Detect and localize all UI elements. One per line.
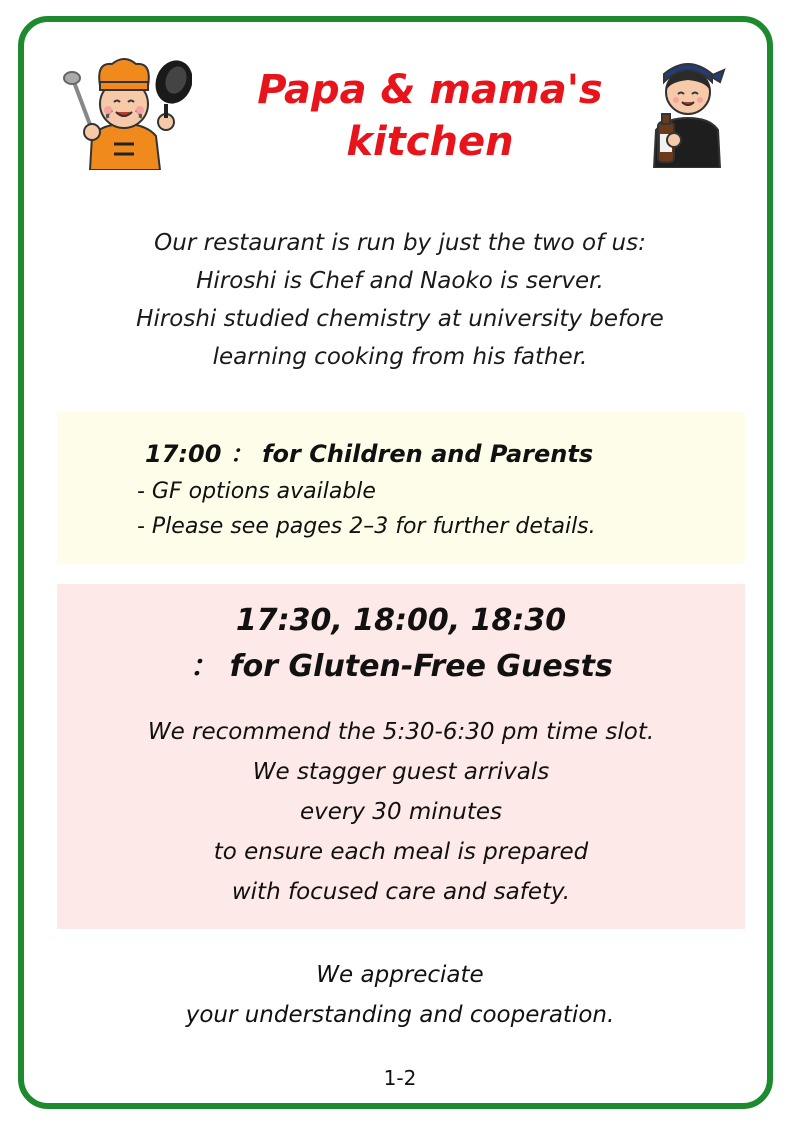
family-session-note: - Please see pages 2–3 for further details. — [137, 514, 596, 539]
title-line-1: Papa & mama's — [257, 67, 603, 113]
gluten-free-session-text — [57, 712, 745, 912]
family-session-notes — [137, 474, 596, 544]
gluten-free-line: to ensure each meal is prepared — [213, 839, 589, 865]
page-number: 1-2 — [383, 1066, 417, 1090]
gluten-free-line: We stagger guest arrivals — [252, 759, 550, 785]
server-with-bottle-illustration — [648, 56, 728, 168]
gluten-free-line: every 30 minutes — [300, 799, 502, 825]
family-session-box — [57, 412, 745, 564]
gluten-free-line: with focused care and safety. — [231, 879, 571, 905]
chef-with-wok-illustration — [62, 52, 192, 170]
gluten-free-times: 17:30, 18:00, 18:30 — [235, 603, 567, 638]
intro-paragraph — [60, 224, 740, 376]
title-line-2: kitchen — [346, 119, 514, 165]
closing-message — [60, 955, 740, 1035]
gluten-free-line: We recommend the 5:30-6:30 pm time slot. — [147, 719, 655, 745]
intro-line: Our restaurant is run by just the two of us: — [154, 230, 646, 256]
family-session-note: - GF options available — [137, 479, 376, 504]
intro-line: Hiroshi studied chemistry at university before — [136, 306, 664, 332]
restaurant-title — [230, 64, 630, 168]
gluten-free-session-heading — [57, 598, 745, 690]
closing-line: We appreciate — [316, 962, 484, 988]
gluten-free-label: ： for Gluten-Free Guests — [189, 649, 613, 684]
closing-line: your understanding and cooperation. — [185, 1002, 615, 1028]
intro-line: learning cooking from his father. — [212, 344, 588, 370]
intro-line: Hiroshi is Chef and Naoko is server. — [196, 268, 604, 294]
family-session-heading: 17:00 ： for Children and Parents — [145, 440, 594, 468]
gluten-free-session-box — [57, 584, 745, 929]
